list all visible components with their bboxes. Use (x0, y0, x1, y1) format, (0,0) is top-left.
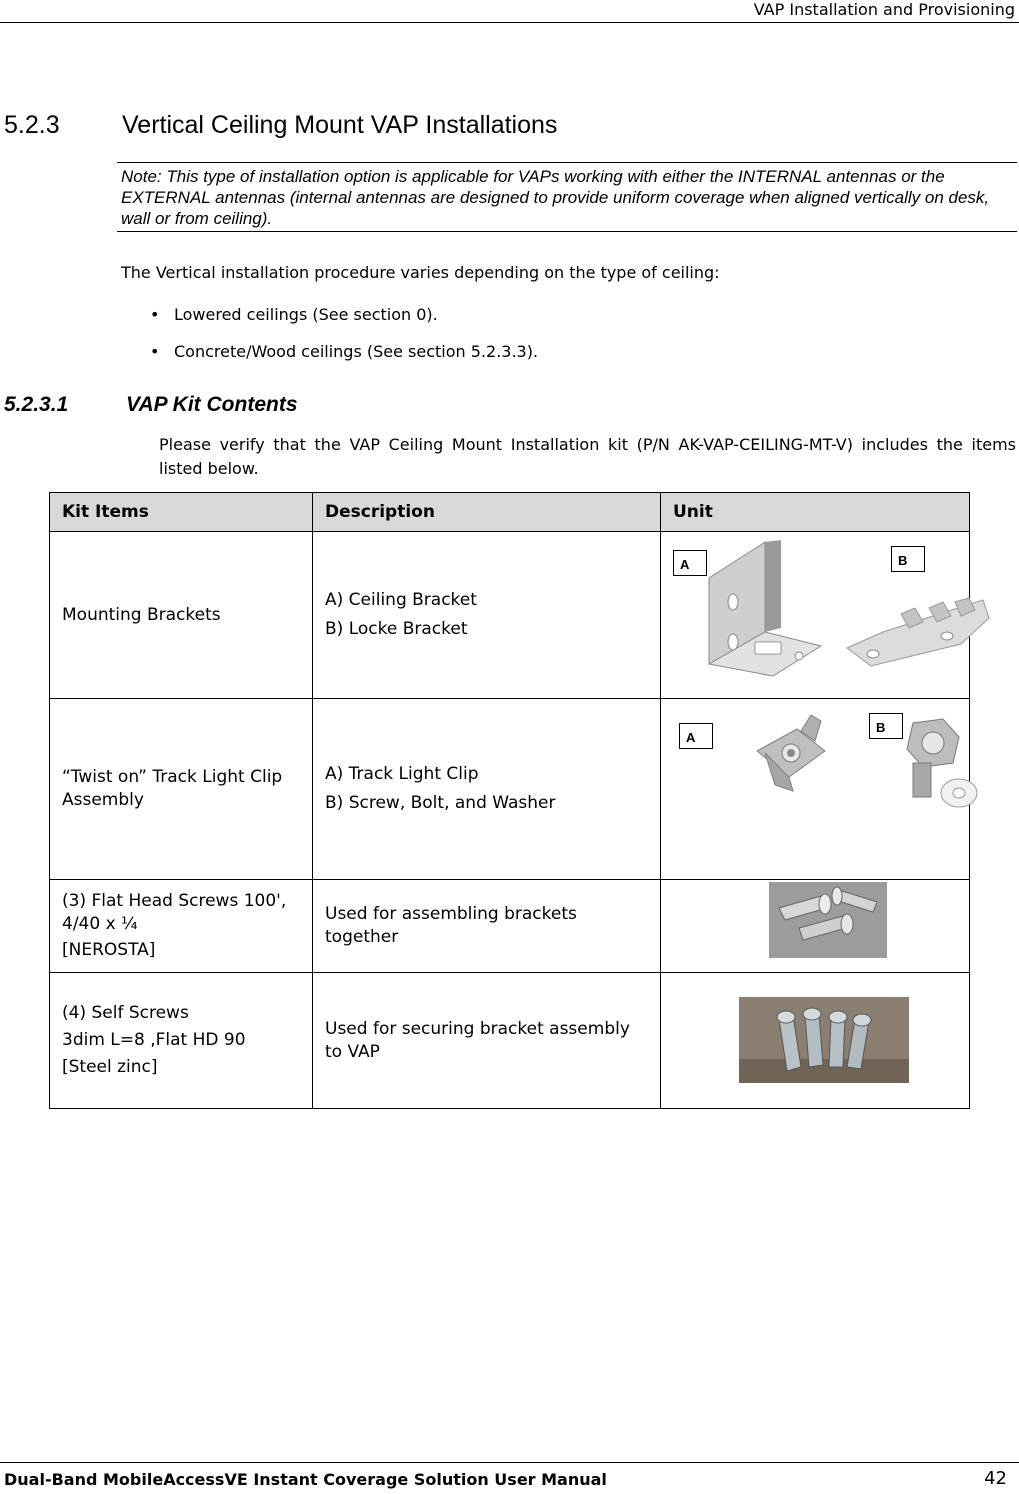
footer-rule (0, 1462, 1019, 1463)
table-row (50, 973, 970, 1109)
track-light-clip-image (749, 711, 831, 795)
locke-bracket-image (843, 592, 993, 672)
subsection-heading (4, 392, 298, 418)
bullet-item (150, 304, 438, 326)
description-line: Used for assembling brackets together (325, 904, 577, 947)
kit-item-text: (4) Self Screws (62, 1003, 189, 1023)
kit-item-cell (50, 973, 313, 1109)
bullet-dot: • (150, 342, 160, 361)
kit-contents-table (49, 492, 970, 1109)
label-a: A (679, 723, 713, 749)
verify-paragraph: Please verify that the VAP Ceiling Mount Installation kit (P/N AK-VAP-CEILING-MT-V) includes the items listed below. (159, 435, 1016, 478)
kit-item-cell (50, 699, 313, 880)
unit-image-cell (661, 880, 970, 973)
flat-head-screws-image (769, 882, 887, 958)
screw-bolt-washer-image (893, 715, 985, 813)
label-b: B (869, 713, 903, 739)
bullet-text: Lowered ceilings (See section 0). (174, 305, 438, 324)
description-line: Used for securing bracket assembly to VAP (325, 1018, 630, 1062)
unit-image-cell (661, 699, 970, 880)
col-header-unit: Unit (661, 493, 970, 532)
kit-item-text: “Twist on” Track Light Clip Assembly (62, 767, 283, 810)
description-cell (313, 699, 661, 880)
description-line: A) Ceiling Bracket (325, 590, 477, 610)
unit-image-cell (661, 973, 970, 1109)
section-number: 5.2.3 (4, 111, 60, 139)
bullet-text: Concrete/Wood ceilings (See section 5.2.3.3). (174, 342, 539, 361)
subsection-title: VAP Kit Contents (126, 393, 298, 416)
section-title: Vertical Ceiling Mount VAP Installations (122, 111, 558, 139)
description-cell (313, 973, 661, 1109)
intro-paragraph: The Vertical installation procedure varies depending on the type of ceiling: (121, 263, 720, 282)
page-number: 42 (984, 1468, 1007, 1489)
unit-image-cell (661, 532, 970, 699)
kit-item-text: (3) Flat Head Screws 100', 4/40 x ¼ (62, 891, 287, 934)
table-row (50, 699, 970, 880)
footer-manual-title: Dual-Band MobileAccessVE Instant Coverage Solution User Manual (4, 1470, 607, 1489)
kit-item-text: [Steel zinc] (62, 1057, 158, 1077)
label-a: A (673, 550, 707, 576)
table-row (50, 532, 970, 699)
section-heading (4, 110, 557, 140)
col-header-description: Description (313, 493, 661, 532)
table-header-row (50, 493, 970, 532)
subsection-number: 5.2.3.1 (4, 393, 69, 416)
kit-item-text: Mounting Brackets (62, 604, 221, 625)
ceiling-bracket-image (703, 538, 843, 680)
description-line: B) Locke Bracket (325, 619, 468, 639)
kit-item-cell (50, 880, 313, 973)
label-b: B (891, 546, 925, 572)
description-line: B) Screw, Bolt, and Washer (325, 793, 556, 813)
table-row (50, 880, 970, 973)
description-cell (313, 880, 661, 973)
kit-item-text: [NEROSTA] (62, 940, 156, 960)
bullet-dot: • (150, 305, 160, 324)
bullet-item (150, 341, 538, 363)
description-line: A) Track Light Clip (325, 764, 479, 784)
self-screws-image (739, 997, 909, 1083)
header-rule (0, 22, 1019, 23)
running-header: VAP Installation and Provisioning (753, 0, 1015, 19)
note-box: Note: This type of installation option is applicable for VAPs working with either the INTERNAL antennas or the EXTERNAL antennas (internal antennas are designed to provide uniform coverage when aligned vertically on desk, wall or from ceiling). (117, 162, 1017, 232)
kit-item-text: 3dim L=8 ,Flat HD 90 (62, 1030, 246, 1050)
description-cell (313, 532, 661, 699)
col-header-kit-items: Kit Items (50, 493, 313, 532)
kit-item-cell (50, 532, 313, 699)
